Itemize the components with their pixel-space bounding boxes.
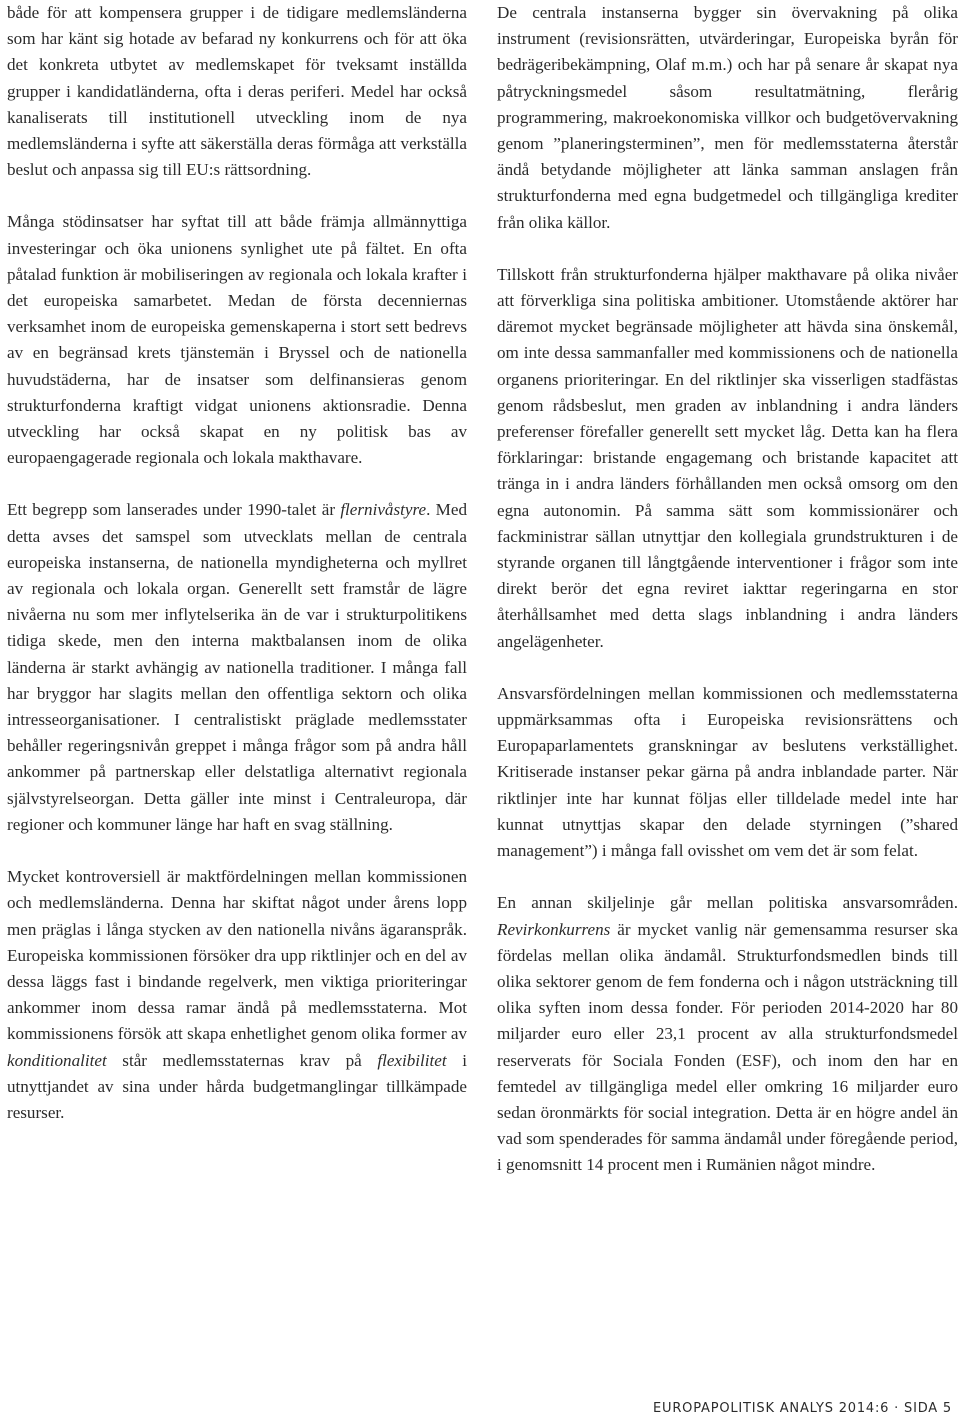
text-run: är mycket vanlig när gemensamma resurser ska fördelas mellan olika ändamål. Strukturfondsmedlen binds till olika sektorer genom de fem fonderna och i någon utsträckning till olika syften inom dessa fonder. För perioden 2014-2020 har 80 miljarder euro eller 23,1 procent av alla strukturfondsmedel reserverats för Sociala Fonden (ESF), och inom den har en femtedel av tillgängliga medel eller omkring 16 miljarder euro sedan öronmärkts för social integration. Detta är en högre andel än vad som spenderades för samma ändamål under föregående period, i genomsnitt 14 procent men i Rumänien något mindre. — [497, 919, 958, 1175]
text-run: i utnyttjandet av sina under hårda budgetmanglingar tillkämpade resurser. — [7, 1050, 467, 1122]
paragraph — [497, 0, 958, 236]
text-run: De centrala instanserna bygger sin övervakning på olika instrument (revisionsrätten, utvärderingar, Europeiska byrån för bedrägeribekämpning, Olaf m.m.) och har på senare år skapat nya påtryckningsmedel såsom resultatmätning, flerårig programmering, makroekonomiska villkor och budgetövervakning genom ”planeringsterminen”, men för medlemsstaterna återstår ändå betydande möjligheter att länka samman anslagen från strukturfonderna med egna budgetmedel och tillgängliga krediter från olika källor. — [497, 3, 958, 232]
paragraph — [7, 209, 467, 471]
text-run: Många stödinsatser har syftat till att både främja allmännyttiga investeringar och öka unionens synlighet ute på fältet. En ofta påtalad funktion är mobiliseringen av regionala och lokala krafter i det europeiska samarbetet. Medan de första decenniernas verksamhet inom de europeiska gemenskaperna i stort sett bedrevs av en begränsad krets tjänstemän i Bryssel och de nationella huvudstäderna, har de insatser som delfinansieras genom strukturfonderna kraftigt vidgat unionens aktionsradie. Denna utveckling har också skapat en ny politisk bas av europaengagerade regionala och lokala makthavare. — [7, 212, 467, 468]
paragraph — [7, 0, 467, 183]
text-run: Ansvarsfördelningen mellan kommissionen och medlemsstaterna uppmärksammas ofta i Europeiska revisionsrättens och Europaparlamentets granskningar av beslutens verkställighet. Kritiserade instanser pekar gärna på andra inblandade parter. När riktlinjer inte har kunnat följas eller tilldelade medel inte har kunnat utnyttjas skapar den delade styrningen (”shared management”) i många fall ovisshet om vem det är som felat. — [497, 683, 958, 861]
emphasized-term: flexibilitet — [377, 1050, 447, 1070]
text-run: Tillskott från strukturfonderna hjälper makthavare på olika nivåer att förverkliga sina politiska ambitioner. Utomstående aktörer har däremot mycket begränsade möjligheter att hävda sina önskemål, om inte dessa sammanfaller med kommissionens och de nationella organens prioriteringar. En del riktlinjer ska visserligen stadfästas genom rådsbeslut, men graden av inblandning i andra länders preferenser förefaller generellt sett mycket låg. Detta kan ha flera förklaringar: bristande engagemang och bristande kapacitet att tränga in i andra länders förhållanden men också omsorg om den egna autonomin. På samma sätt som kommissionärer och fackministrar sällan utnyttjar den kollegiala grundstrukturen i de styrande organen till långtgående interventioner i frågor som inte direkt berör det egna reviret iakttar regeringarna en stor återhållsamhet med detta slags inblandning i andra länders angelägenheter. — [497, 264, 958, 651]
text-run: står medlemsstaternas krav på — [106, 1050, 378, 1070]
paragraph — [497, 681, 958, 864]
paragraph — [7, 864, 467, 1126]
emphasized-term: konditionalitet — [7, 1050, 107, 1070]
text-run: En annan skiljelinje går mellan politiska ansvarsområden. — [497, 893, 958, 913]
paragraph — [7, 497, 467, 838]
paragraph — [497, 262, 958, 655]
emphasized-term: Revirkonkurrens — [497, 919, 611, 939]
paragraph — [497, 890, 958, 1178]
text-run: Mycket kontroversiell är maktfördelningen mellan kommissionen och medlemsländerna. Denna har skiftat något under årens lopp men präglas i långa stycken av den nationella nivåns ägaranspråk. Europeiska kommissionen försöker dra upp riktlinjer och en del av dessa läggs fast i bindande regelverk, men viktiga prioriteringar ankommer inom dessa ramar ändå på medlemsstaterna. Mot kommissionens försök att skapa enhetlighet genom olika former av — [7, 867, 467, 1044]
text-run: både för att kompensera grupper i de tidigare medlemsländerna som har känt sig hotade av befarad ny konkurrens och för att öka det konkreta utbytet av medlemskapet för tveksamt inställda grupper i kandidatländerna, ofta i deras periferi. Medel har också kanaliserats till institutionell utveckling inom de nya medlemsländerna i syfte att säkerställa deras förmåga att verkställa beslut och anpassa sig till EU:s rättsordning. — [7, 3, 467, 180]
text-run: Ett begrepp som lanserades under 1990-talet är — [7, 500, 341, 520]
text-run: . Med detta avses det samspel som utvecklats mellan de centrala europeiska instanserna, de nationella myndigheterna och myllret av regionala och lokala organ. Generellt sett framstår de lägre nivåerna nu som mer inflytelserika än de var i strukturpolitikens tidiga skede, men den interna maktbalansen inom de olika länderna är starkt avhängig av nationella traditioner. I många fall har bryggor har slagits mellan den offentliga sektorn och olika intresseorganisationer. I centralistiskt präglade medlemsstater behåller regeringsnivån greppet i många frågor som på andra håll ankommer på partnerskap eller delstatliga alternativt regionala självstyrelseorgan. Detta gäller inte minst i Centraleuropa, där regioner och kommuner länge har haft en svag ställning. — [7, 500, 467, 834]
page-footer: EUROPAPOLITISK ANALYS 2014:6 · SIDA 5 — [653, 1401, 952, 1416]
emphasized-term: flernivåstyre — [340, 500, 427, 520]
left-column — [7, 0, 467, 1152]
right-column — [497, 0, 958, 1205]
